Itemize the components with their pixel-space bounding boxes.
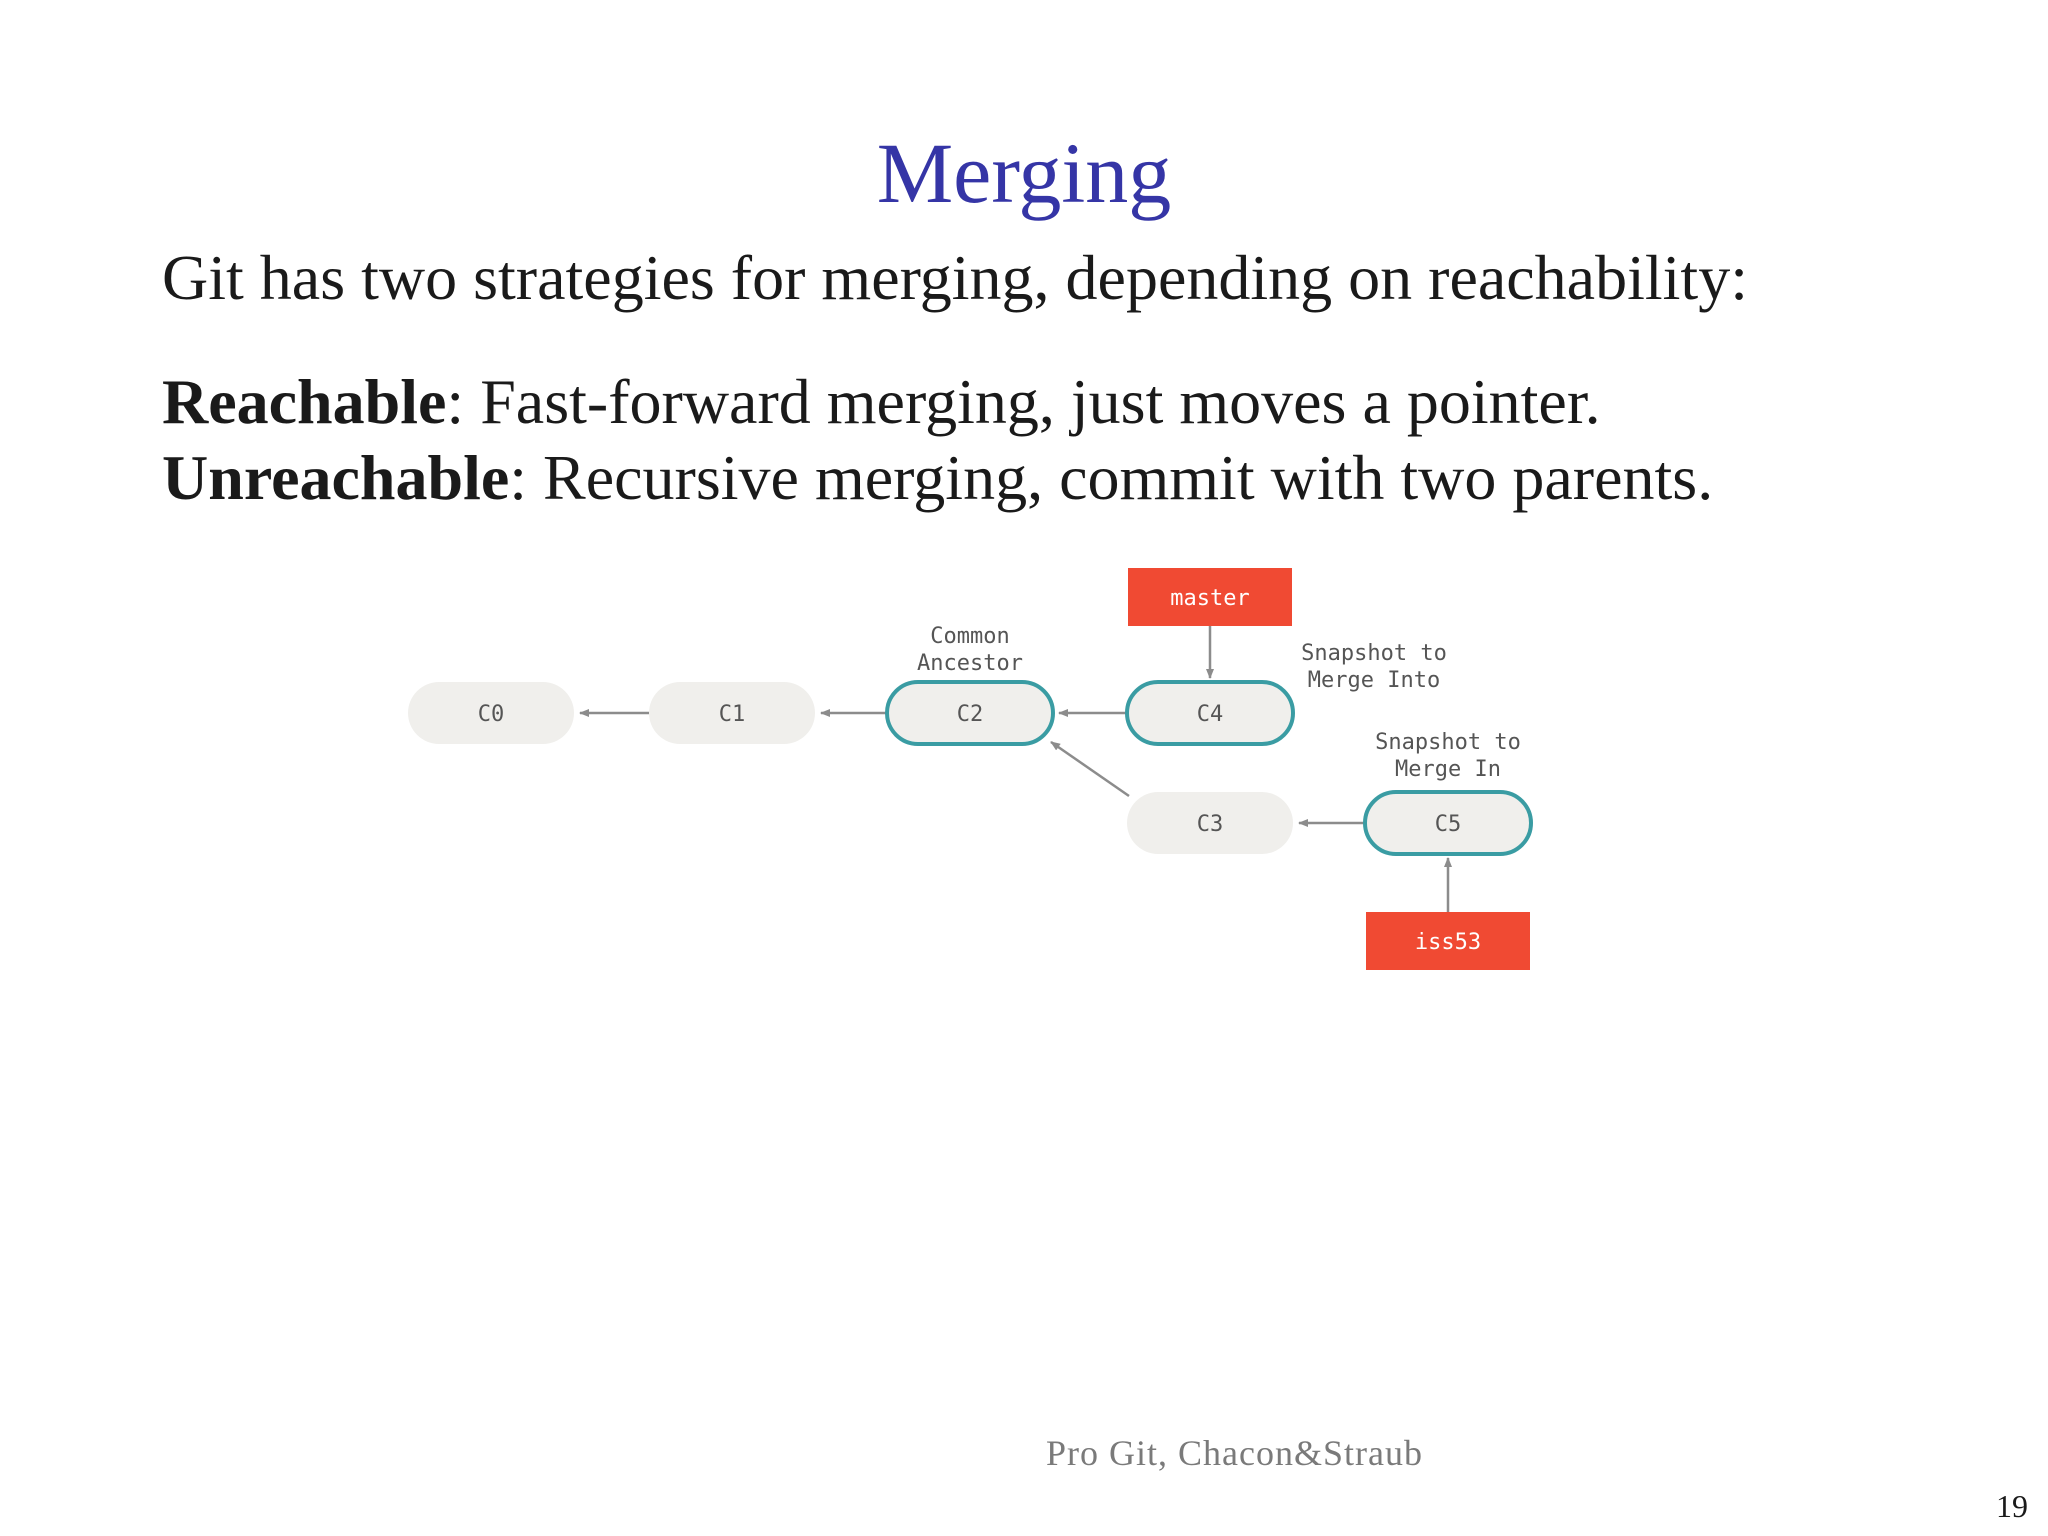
page-number: 19 — [1996, 1488, 2028, 1524]
commit-label: C1 — [718, 702, 746, 727]
nodes-layer — [408, 682, 1531, 854]
intro-text: Git has two strategies for merging, depending on reachability: — [162, 242, 1748, 313]
commit-label: C3 — [1196, 812, 1224, 837]
commit-node-c4 — [1127, 682, 1293, 744]
reachable-term: Reachable — [162, 366, 447, 437]
annotation-common-ancestor: Common Ancestor — [917, 624, 1023, 676]
commit-node-c5 — [1365, 792, 1531, 854]
commit-node-c0 — [408, 682, 574, 744]
unreachable-description: : Recursive merging, commit with two parents. — [509, 442, 1714, 513]
edge-C3-C2 — [1051, 742, 1129, 796]
commit-node-c3 — [1127, 792, 1293, 854]
commit-label: C2 — [956, 702, 984, 727]
unreachable-term: Unreachable — [162, 442, 510, 513]
commit-label: C4 — [1196, 702, 1224, 727]
commit-node-c2 — [887, 682, 1053, 744]
branch-label: master — [1170, 586, 1250, 611]
commit-node-c1 — [649, 682, 815, 744]
slide-title: Merging — [876, 125, 1172, 221]
citation: Pro Git, Chacon&Straub — [1046, 1433, 1423, 1473]
branch-iss53 — [1366, 858, 1530, 970]
commit-label: C0 — [477, 702, 505, 727]
branch-label: iss53 — [1414, 930, 1482, 955]
reachable-description: : Fast-forward merging, just moves a pointer. — [446, 366, 1601, 437]
annotation-snapshot-into: Snapshot to Merge Into — [1301, 641, 1447, 693]
annotation-snapshot-in: Snapshot to Merge In — [1375, 730, 1521, 782]
commit-label: C5 — [1434, 812, 1462, 837]
branch-master — [1128, 568, 1292, 678]
